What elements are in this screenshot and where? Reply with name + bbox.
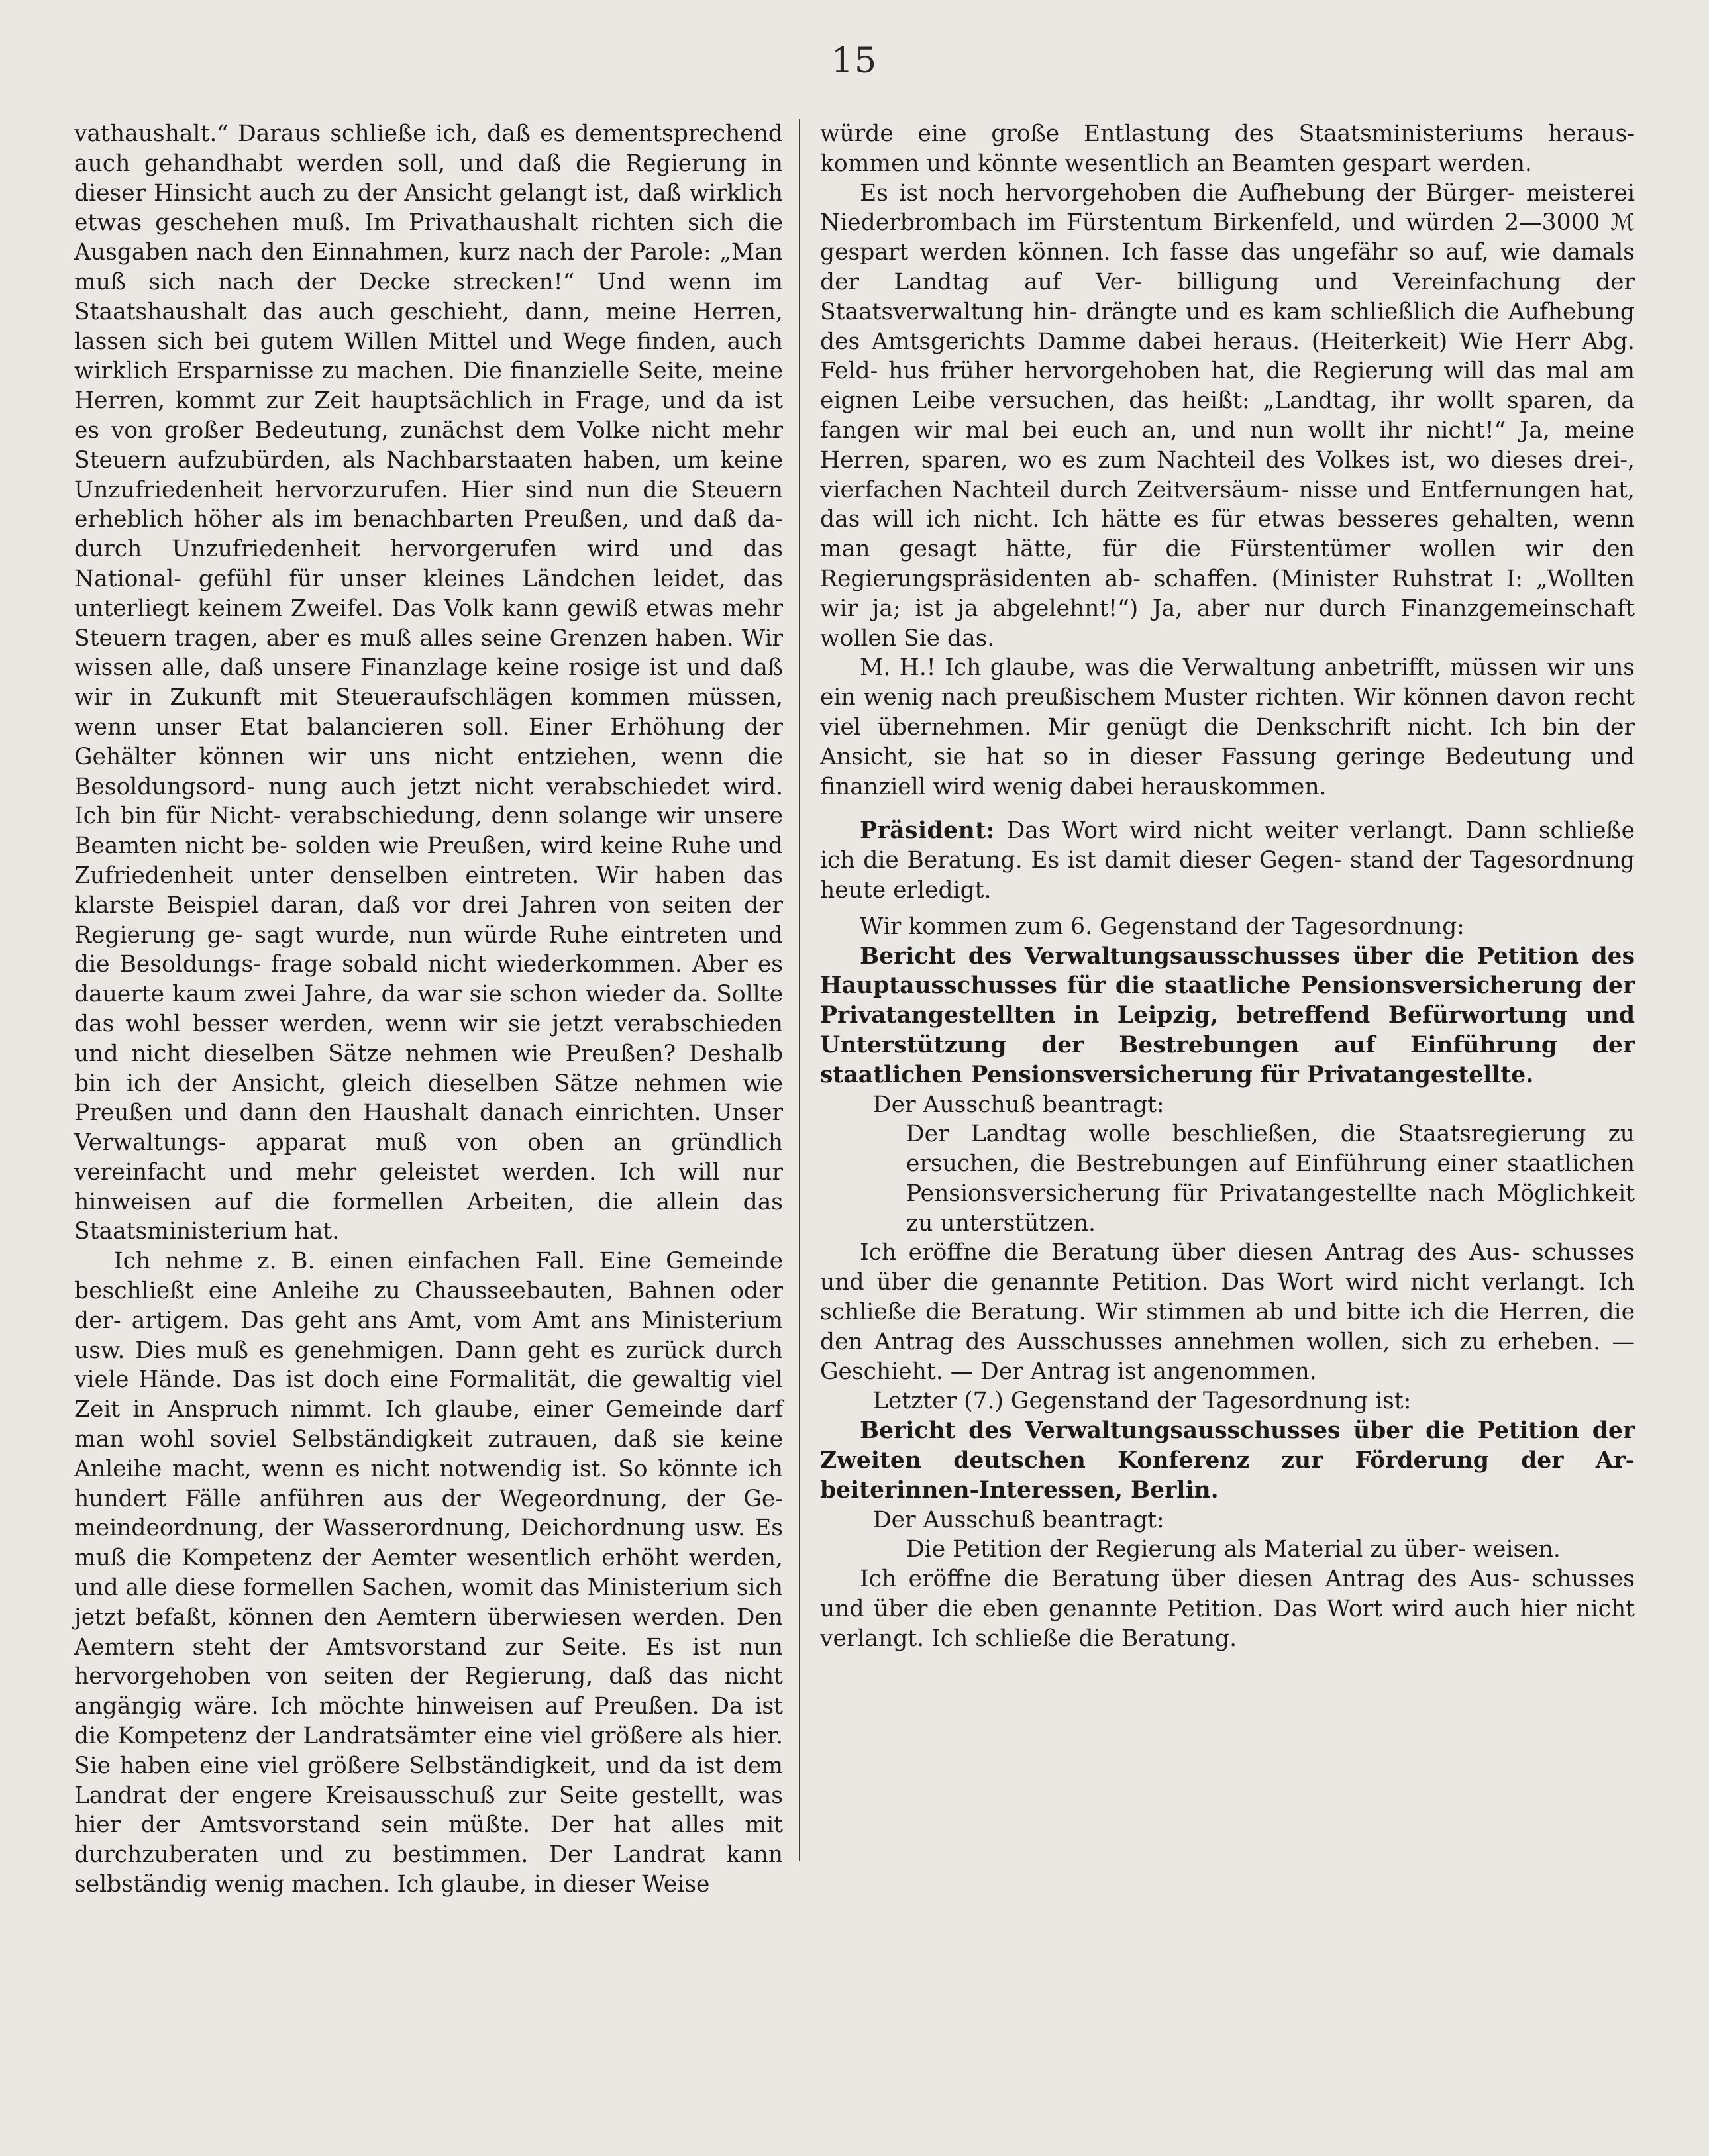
committee-motion-label-2: Der Ausschuß beantragt: xyxy=(873,1506,1165,1533)
speaker-label: Präsident: xyxy=(860,817,995,845)
right-paragraph-3: M. H.! Ich glaube, was die Verwaltung anbetrifft, müssen wir uns ein wenig nach preußischem Muster richten. Wir können davon recht viel übernehmen. Mir genügt die Denkschrift nicht. Ich bin der Ansicht, sie hat so in dieser Fassung geringe Bedeutung und finanziell wird wenig dabei herauskommen. xyxy=(820,654,1635,800)
president-statement-text: Das Wort wird nicht weiter verlangt. Dann schließe ich die Beratung. Es ist damit dieser Gegen- stand der Tagesordnung heute erledigt. xyxy=(820,817,1635,903)
left-paragraph-2: Ich nehme z. B. einen einfachen Fall. Eine Gemeinde beschließt eine Anleihe zu Chausseebauten, Bahnen oder der- artigem. Das geht ans Amt, vom Amt ans Ministerium usw. Dies muß es genehmigen. Dann geht es zurück durch viele Hände. Das ist doch eine Formalität, die gewaltig viel Zeit in Anspruch nimmt. Ich glaube, einer Gemeinde darf man wohl soviel Selbständigkeit zutrauen, daß sie keine Anleihe macht, wenn es nicht notwendig ist. So könnte ich hundert Fälle anführen aus der Wegeordnung, der Ge- meindeordnung, der Wasserordnung, Deichordnung usw. Es muß die Kompetenz der Aemter wesentlich erhöht werden, und alle diese formellen Sachen, womit das Ministerium sich jetzt befaßt, können den Aemtern überwiesen werden. Den Aemtern steht der Amtsvorstand zur Seite. Es ist nun hervorgehoben von seiten der Regierung, daß das nicht angängig wäre. Ich möchte hinweisen auf Preußen. Da ist die Kompetenz der Landratsämter eine viel größere als hier. Sie haben eine viel größere Selbständigkeit, und da ist dem Landrat der engere Kreisausschuß zur Seite gestellt, was hier der Amtsvorstand sein müßte. Der hat alles mit durchzuberaten und zu bestimmen. Der Landrat kann selbständig wenig machen. Ich glaube, in dieser Weise xyxy=(74,1248,783,1898)
left-paragraph-1: vathaushalt.“ Daraus schließe ich, daß es dementsprechend auch gehandhabt werden soll, und daß die Regierung in dieser Hinsicht auch zu der Ansicht gelangt ist, daß wirklich etwas geschehen muß. Im Privathaushalt richten sich die Ausgaben nach den Einnahmen, kurz nach der Parole: „Man muß sich nach der Decke strecken!“ Und wenn im Staatshaushalt das auch geschieht, dann, meine Herren, lassen sich bei gutem Willen Mittel und Wege finden, auch wirklich Ersparnisse zu machen. Die finanzielle Seite, meine Herren, kommt zur Zeit hauptsächlich in Frage, und da ist es von großer Bedeutung, zunächst dem Volke nicht mehr Steuern aufzubürden, als Nachbarstaaten haben, um keine Unzufriedenheit hervorzurufen. Hier sind nun die Steuern erheblich höher als im benachbarten Preußen, und daß da- durch Unzufriedenheit hervorgerufen wird und das National- gefühl für unser kleines Ländchen leidet, das unterliegt keinem Zweifel. Das Volk kann gewiß etwas mehr Steuern tragen, aber es muß alles seine Grenzen haben. Wir wissen alle, daß unsere Finanzlage keine rosige ist und daß wir in Zukunft mit Steueraufschlägen kommen müssen, wenn unser Etat balancieren soll. Einer Erhöhung der Gehälter können wir uns nicht entziehen, wenn die Besoldungsord- nung auch jetzt nicht verabschiedet wird. Ich bin für Nicht- verabschiedung, denn solange wir unsere Beamten nicht be- solden wie Preußen, wird keine Ruhe und Zufriedenheit unter denselben eintreten. Wir haben das klarste Beispiel daran, daß vor drei Jahren von seiten der Regierung ge- sagt wurde, nun würde Ruhe eintreten und die Besoldungs- frage sobald nicht wiederkommen. Aber es dauerte kaum zwei Jahre, da war sie schon wieder da. Sollte das wohl besser werden, wenn wir sie jetzt verabschieden und nicht dieselben Sätze nehmen wie Preußen? Deshalb bin ich der Ansicht, gleich dieselben Sätze nehmen wie Preußen und dann den Haushalt danach einrichten. Unser Verwaltungs- apparat muß von oben an gründlich vereinfacht und mehr geleistet werden. Ich will nur hinweisen auf die formellen Arbeiten, die allein das Staatsministerium hat. xyxy=(74,121,783,1245)
page-number: 15 xyxy=(831,41,878,81)
right-paragraph-1: würde eine große Entlastung des Staatsministeriums heraus- kommen und könnte wesentlich an Beamten gespart werden. xyxy=(820,121,1635,177)
column-divider xyxy=(799,119,800,1861)
vote-paragraph: Ich eröffne die Beratung über diesen Antrag des Aus- schusses und über die genannte Petition. Das Wort wird nicht verlangt. Ich schließe die Beratung. Wir stimmen ab und bitte ich die Herren, die den Antrag des Ausschusses annehmen wollen, sich zu erheben. — Geschieht. — Der Antrag ist angenommen. xyxy=(820,1239,1635,1385)
right-column xyxy=(820,119,1635,1654)
committee-motion-2: Die Petition der Regierung als Material zu über- weisen. xyxy=(906,1536,1561,1563)
committee-motion-1: Der Landtag wolle beschließen, die Staatsregierung zu ersuchen, die Bestrebungen auf Einführung einer staatlichen Pensionsversicherung für Privatangestellte nach Möglichkeit zu unterstützen. xyxy=(906,1121,1635,1237)
left-column xyxy=(74,119,783,1900)
agenda-item-6-intro: Wir kommen zum 6. Gegenstand der Tagesordnung: xyxy=(860,913,1465,940)
closing-paragraph: Ich eröffne die Beratung über diesen Antrag des Aus- schusses und über die eben genannte Petition. Das Wort wird auch hier nicht verlangt. Ich schließe die Beratung. xyxy=(820,1566,1635,1652)
committee-motion-label-1: Der Ausschuß beantragt: xyxy=(873,1091,1165,1118)
agenda-item-7-title: Bericht des Verwaltungsausschusses über die Petition der Zweiten deutschen Konferenz zur Förderung der Ar- beiterinnen-Interessen, Berlin. xyxy=(820,1417,1635,1504)
right-paragraph-2: Es ist noch hervorgehoben die Aufhebung der Bürger- meisterei Niederbrombach im Fürstentum Birkenfeld, und würden 2—3000 ℳ gespart werden können. Ich fasse das ungefähr so auf, wie damals der Landtag auf Ver- billigung und Vereinfachung der Staatsverwaltung hin- drängte und es kam schließlich die Aufhebung des Amtsgerichts Damme dabei heraus. (Heiterkeit) Wie Herr Abg. Feld- hus früher hervorgehoben hat, die Regierung will das mal am eignen Leibe versuchen, das heißt: „Landtag, ihr wollt sparen, da fangen wir mal bei euch an, und nun wollt ihr nicht!“ Ja, meine Herren, sparen, wo es zum Nachteil des Volkes ist, wo dieses drei-, vierfachen Nachteil durch Zeitversäum- nisse und Entfernungen hat, das will ich nicht. Ich hätte es für etwas besseres gehalten, wenn man gesagt hätte, für die Fürstentümer wollen wir den Regierungspräsidenten ab- schaffen. (Minister Ruhstrat I: „Wollten wir ja; ist ja abgelehnt!“) Ja, aber nur durch Finanzgemeinschaft wollen Sie das. xyxy=(820,180,1635,652)
president-statement xyxy=(820,816,1635,905)
agenda-item-6-title: Bericht des Verwaltungsausschusses über die Petition des Hauptausschusses für die staatliche Pensionsversicherung der Privatangestellten in Leipzig, betreffend Befürwortung und Unterstützung der Bestrebungen auf Einführung der staatlichen Pensionsversicherung für Privatangestellte. xyxy=(820,943,1635,1088)
agenda-item-7-intro: Letzter (7.) Gegenstand der Tagesordnung ist: xyxy=(873,1388,1412,1415)
